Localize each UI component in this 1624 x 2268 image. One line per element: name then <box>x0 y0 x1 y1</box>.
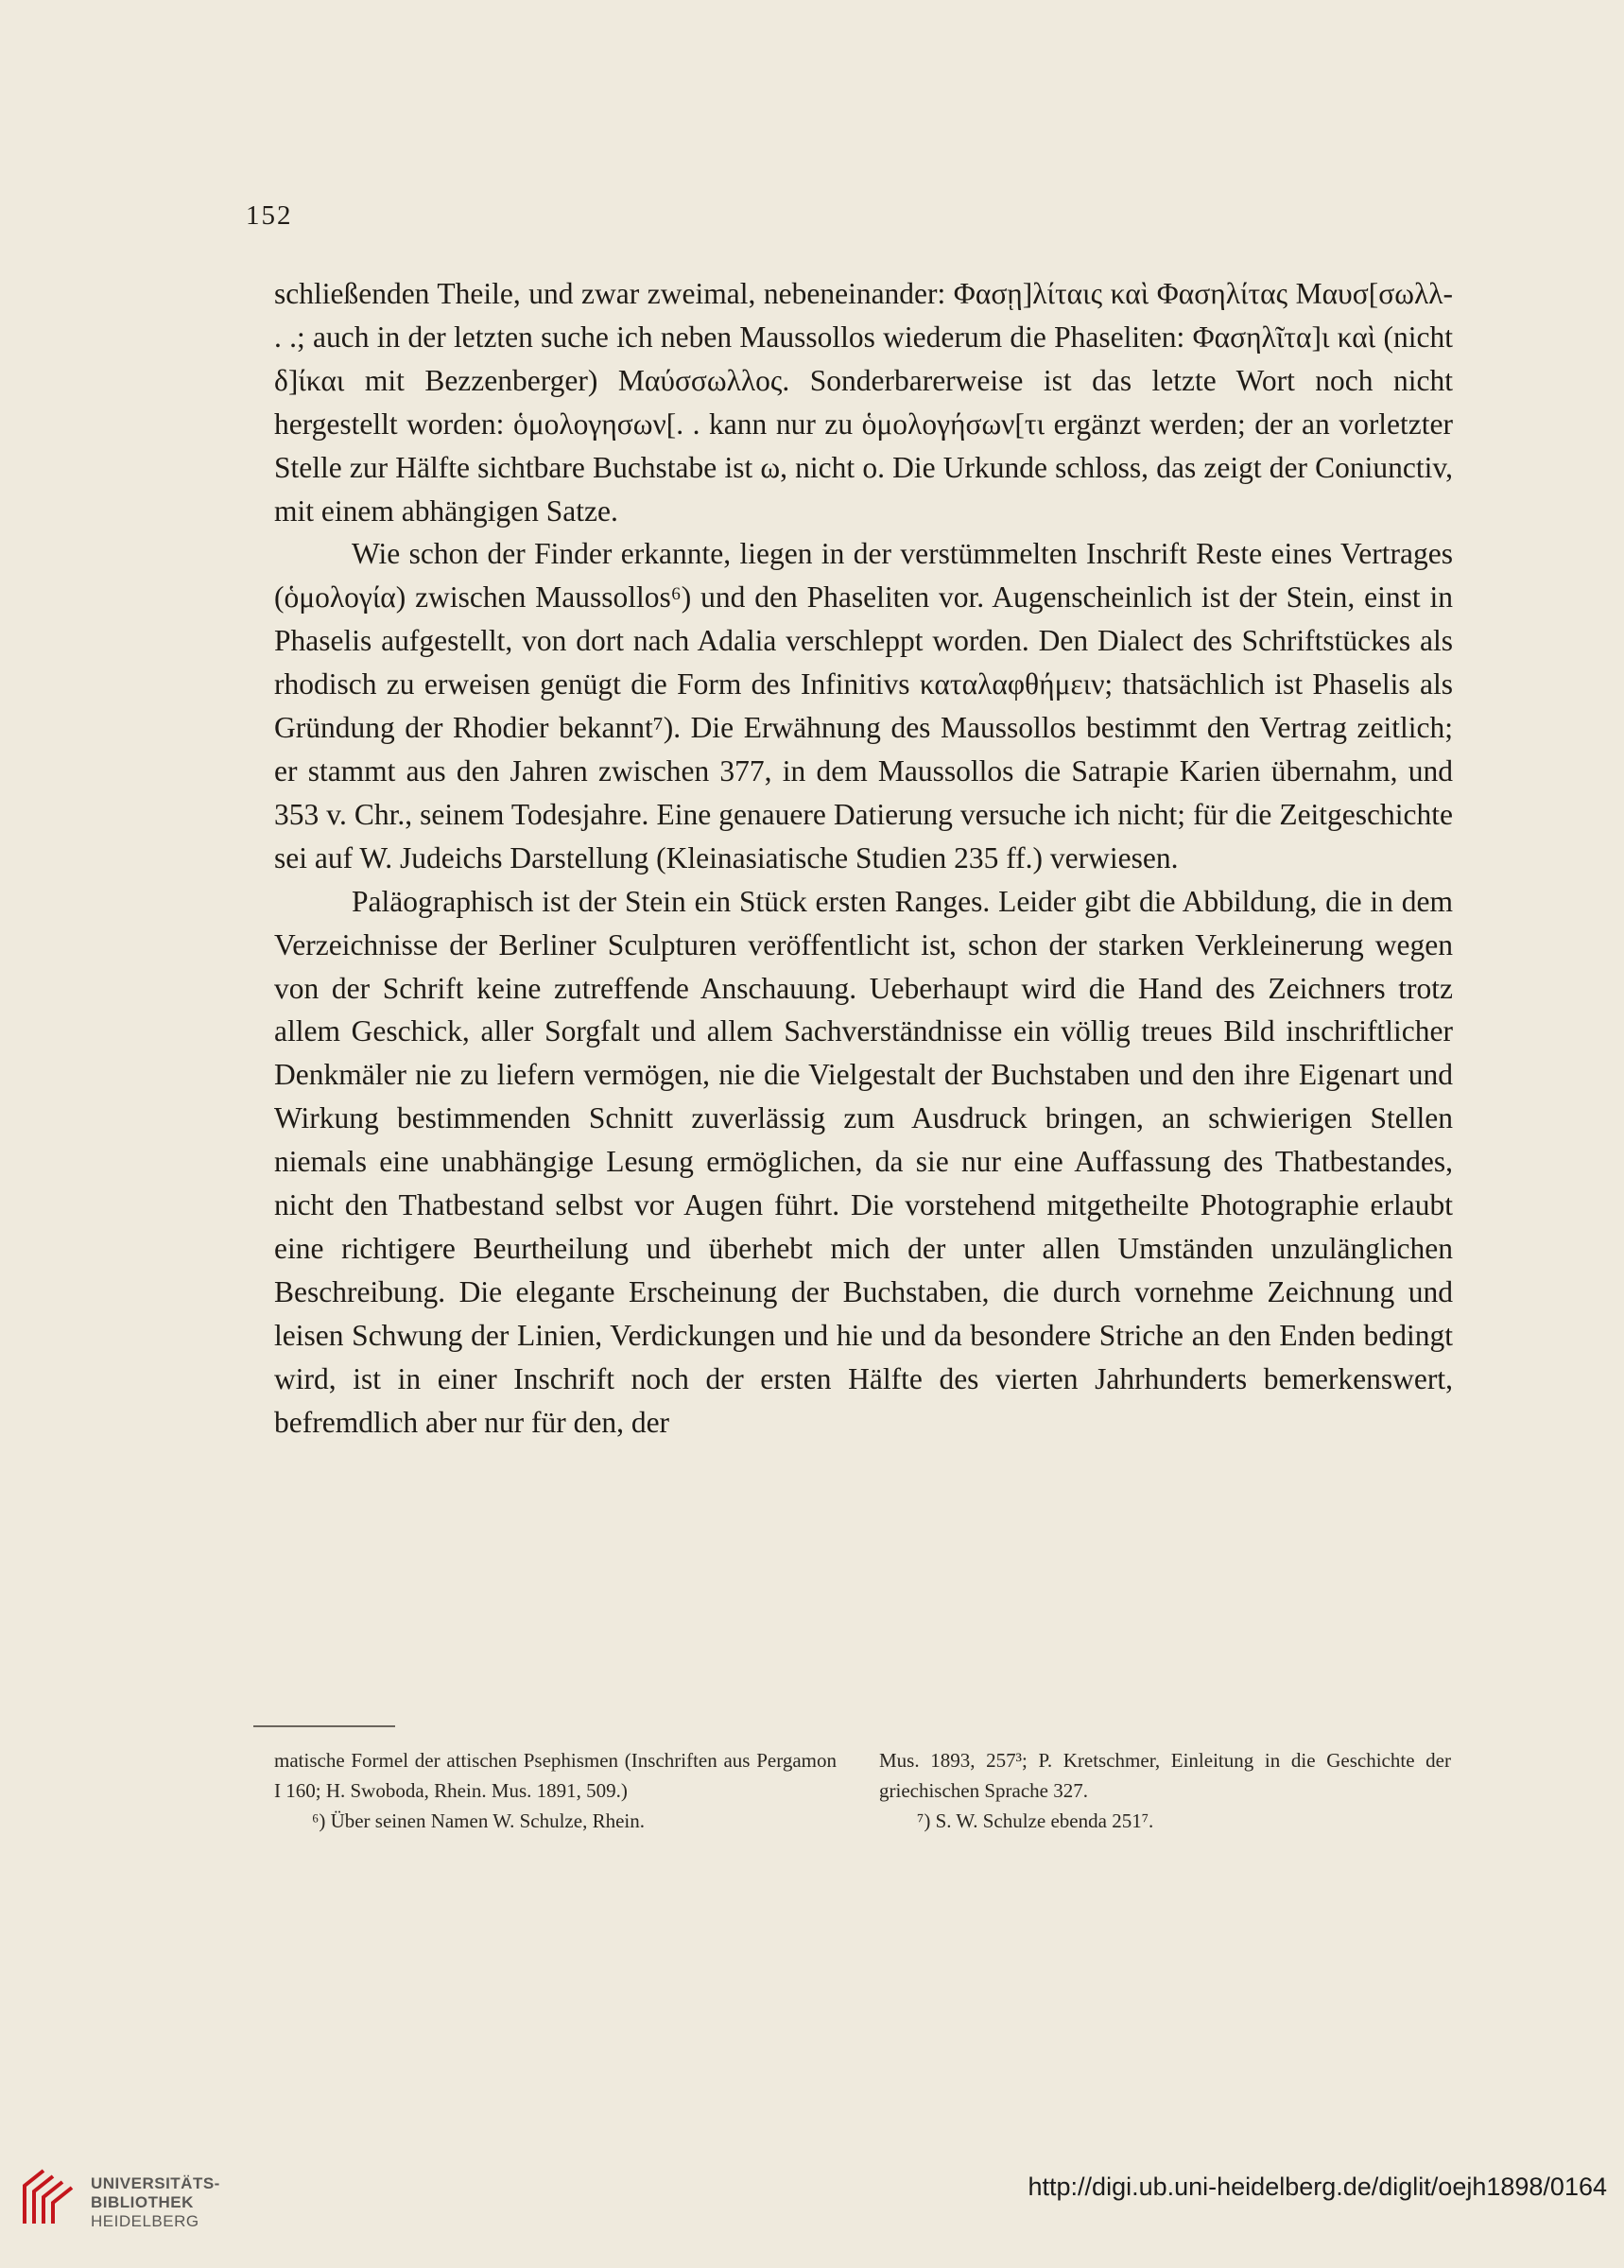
footnote-7: ⁷) S. W. Schulze ebenda 251⁷. <box>917 1809 1154 1832</box>
library-name <box>91 2174 220 2231</box>
library-name-line-3: HEIDELBERG <box>91 2212 199 2230</box>
footnote-continuation-right: Mus. 1893, 257³; P. Kretschmer, Einleitung in die Geschichte der griechischen Sprache 327. <box>879 1749 1451 1802</box>
library-name-line-1: UNIVERSITÄTS- <box>91 2174 220 2192</box>
paragraph-3: Paläographisch ist der Stein ein Stück ersten Ranges. Leider gibt die Abbildung, die in dem Verzeichnisse der Berliner Sculpturen veröffentlicht ist, schon der starken Verkleinerung wegen von der Schrift keine zutreffende Anschauung. Ueberhaupt wird die Hand des Zeichners trotz allem Geschick, aller Sorgfalt und allem Sachverständnisse ein völlig treues Bild inschriftlicher Denkmäler nie zu liefern vermögen, nie die Vielgestalt der Buchstaben und den ihre Eigenart und Wirkung bestimmenden Schnitt zuverlässig zum Ausdruck bringen, an schwierigen Stellen niemals eine unabhängige Lesung ermöglichen, da sie nur eine Auffassung des Thatbestandes, nicht den Thatbestand selbst vor Augen führt. Die vorstehend mitgetheilte Photographie erlaubt eine richtigere Beurtheilung und überhebt mich der unter allen Umständen unzulänglichen Beschreibung. Die elegante Erscheinung der Buchstaben, die durch vornehme Zeichnung und leisen Schwung der Linien, Verdickungen und hie und da besondere Striche an den Enden bedingt wird, ist in einer Inschrift noch der ersten Hälfte des vierten Jahrhunderts bemerkenswert, befremdlich aber nur für den, der <box>274 884 1453 1439</box>
paragraph-1: schließenden Theile, und zwar zweimal, nebeneinander: Φασῃ]λίταις καὶ Φασηλίτας Μαυσ[σωλλ- . .; auch in der letzten suche ich neben Maussollos wiederum die Phaseliten: Φασηλῖτα]ι καὶ (nicht δ]ίκαι mit Bezzenberger) Μαύσσωλλος. Sonderbarerweise ist das letzte Wort noch nicht hergestellt worden: ὁμολογησων[. . kann nur zu ὁμολογήσων[τι ergänzt werden; der an vorletzter Stelle zur Hälfte sichtbare Buchstabe ist ω, nicht ο. Die Urkunde schloss, das zeigt der Coniunctiv, mit einem abhängigen Satze. <box>274 277 1453 528</box>
source-url-link[interactable]: http://digi.ub.uni-heidelberg.de/diglit/oejh1898/0164 <box>1028 2173 1607 2201</box>
main-text <box>274 272 1453 1444</box>
footnote-6: ⁶) Über seinen Namen W. Schulze, Rhein. <box>312 1809 645 1832</box>
library-name-line-2: BIBLIOTHEK <box>91 2193 194 2211</box>
footnote-divider <box>253 1725 395 1727</box>
paragraph-2: Wie schon der Finder erkannte, liegen in der verstümmelten Inschrift Reste eines Vertrages (ὁμολογία) zwischen Maussollos⁶) und den Phaseliten vor. Augenscheinlich ist der Stein, einst in Phaselis aufgestellt, von dort nach Adalia verschleppt worden. Den Dialect des Schriftstückes als rhodisch zu erweisen genügt die Form des Infinitivs καταλαφθήμειν; thatsächlich ist Phaselis als Gründung der Rhodier bekannt⁷). Die Erwähnung des Maussollos bestimmt den Vertrag zeitlich; er stammt aus den Jahren zwischen 377, in dem Maussollos die Satrapie Karien übernahm, und 353 v. Chr., seinem Todesjahre. Eine genauere Datierung versuche ich nicht; für die Zeitgeschichte sei auf W. Judeichs Darstellung (Kleinasiatische Studien 235 ff.) verwiesen. <box>274 537 1453 874</box>
page-number: 152 <box>246 200 293 231</box>
ub-heidelberg-logo-icon <box>17 2165 83 2231</box>
footnotes-right-column <box>879 1745 1451 1836</box>
footnote-continuation: matische Formel der attischen Psephismen (Inschriften aus Pergamon I 160; H. Swoboda, Rhein. Mus. 1891, 509.) <box>274 1749 837 1802</box>
footnotes-left-column <box>274 1745 837 1836</box>
